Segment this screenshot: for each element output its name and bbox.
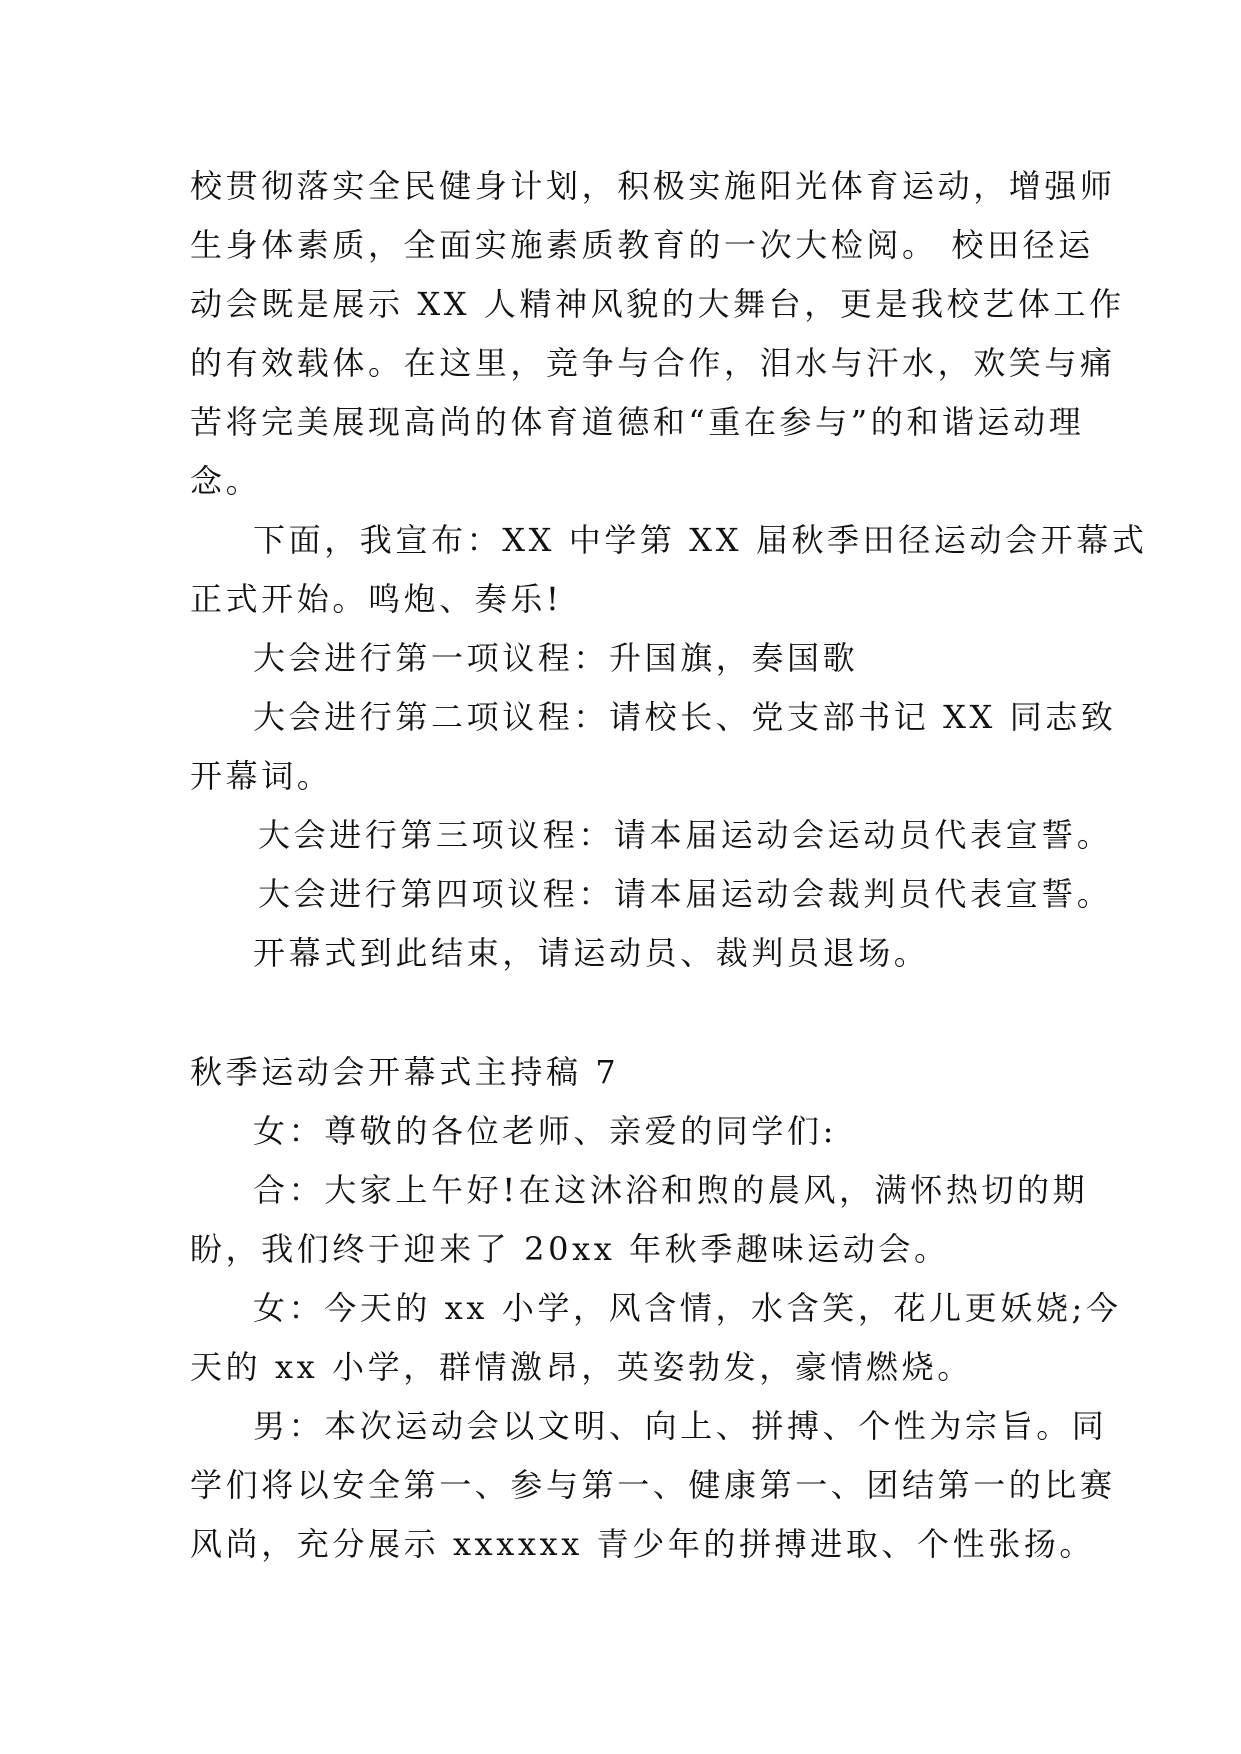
paragraph-line: 正式开始。鸣炮、奏乐! bbox=[190, 580, 563, 618]
paragraph-line: 风尚，充分展示 xxxxxx 青少年的拼搏进取、个性张扬。 bbox=[190, 1525, 1096, 1563]
agenda-item: 大会进行第一项议程：升国旗，奏国歌 bbox=[253, 639, 859, 677]
paragraph-line: 念。 bbox=[190, 462, 262, 500]
dialogue-line: 女：今天的 xx 小学，风含情，水含笑，花儿更妖娆;今 bbox=[253, 1289, 1122, 1327]
paragraph-line: 开幕词。 bbox=[190, 757, 333, 795]
paragraph-line: 校贯彻落实全民健身计划，积极实施阳光体育运动，增强师 bbox=[190, 167, 1116, 205]
paragraph-line: 动会既是展示 XX 人精神风貌的大舞台，更是我校艺体工作 bbox=[190, 285, 1125, 323]
paragraph-line: 的有效载体。在这里，竞争与合作，泪水与汗水，欢笑与痛 bbox=[190, 344, 1116, 382]
agenda-item: 大会进行第四项议程：请本届运动会裁判员代表宣誓。 bbox=[258, 875, 1113, 913]
section-title: 秋季运动会开幕式主持稿 7 bbox=[190, 1053, 620, 1091]
dialogue-line: 男：本次运动会以文明、向上、拼搏、个性为宗旨。同 bbox=[253, 1407, 1108, 1445]
paragraph-line: 苦将完美展现高尚的体育道德和“重在参与”的和谐运动理 bbox=[190, 403, 1085, 441]
paragraph-line: 天的 xx 小学，群情激昂，英姿勃发，豪情燃烧。 bbox=[190, 1348, 973, 1386]
paragraph-line: 学们将以安全第一、参与第一、健康第一、团结第一的比赛 bbox=[190, 1466, 1116, 1504]
paragraph-line: 生身体素质，全面实施素质教育的一次大检阅。 校田径运 bbox=[190, 226, 1094, 264]
dialogue-line: 合：大家上午好!在这沐浴和煦的晨风，满怀热切的期 bbox=[253, 1171, 1089, 1209]
paragraph-line: 下面，我宣布：XX 中学第 XX 届秋季田径运动会开幕式 bbox=[253, 521, 1148, 559]
agenda-item: 大会进行第三项议程：请本届运动会运动员代表宣誓。 bbox=[258, 816, 1113, 854]
agenda-item: 大会进行第二项议程：请校长、党支部书记 XX 同志致 bbox=[253, 698, 1117, 736]
paragraph-line: 盼，我们终于迎来了 20xx 年秋季趣味运动会。 bbox=[190, 1230, 950, 1268]
dialogue-line: 女：尊敬的各位老师、亲爱的同学们: bbox=[253, 1112, 837, 1150]
closing-line: 开幕式到此结束，请运动员、裁判员退场。 bbox=[253, 934, 930, 972]
